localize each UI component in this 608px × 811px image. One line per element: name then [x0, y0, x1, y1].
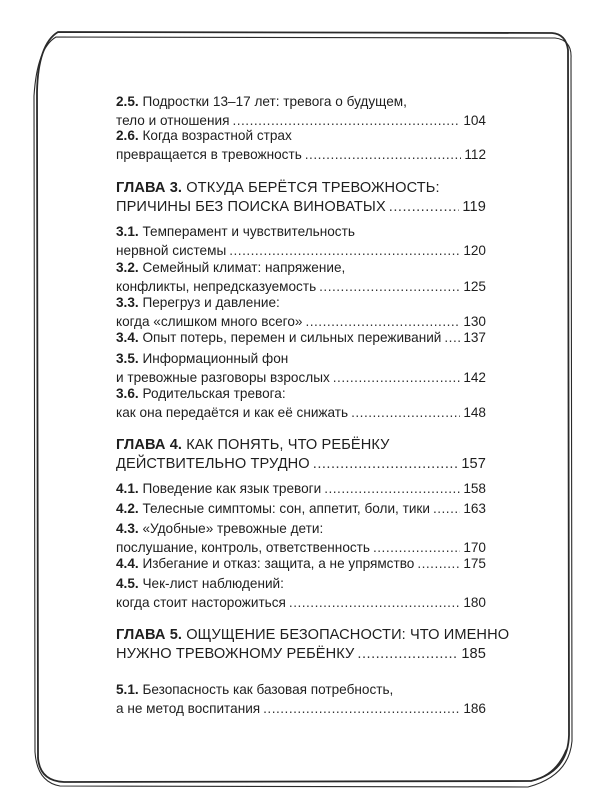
section-title: Когда возрастной страх: [142, 128, 292, 143]
dot-leader: [313, 455, 459, 474]
toc-chapter-5: [116, 626, 510, 664]
dot-leader: [324, 479, 460, 498]
page-number: 148: [463, 405, 486, 420]
section-number: 4.1.: [116, 481, 139, 496]
section-title-cont: и тревожные разговоры взрослых: [116, 370, 330, 385]
section-number: 3.1.: [116, 224, 139, 239]
toc-entry-4-3: [116, 519, 486, 557]
toc-entry-3-5: [116, 349, 486, 387]
page-number: 120: [463, 243, 486, 258]
page-number: 112: [464, 147, 486, 162]
section-title-cont: тело и отношения: [116, 113, 230, 128]
section-title: Телесные симптомы: сон, аппетит, боли, тики: [142, 501, 430, 516]
section-title: Чек-лист наблюдений:: [142, 576, 284, 591]
chapter-title: ОЩУЩЕНИЕ БЕЗОПАСНОСТИ: ЧТО ИМЕННО: [186, 627, 510, 643]
section-title: Семейный климат: напряжение,: [142, 260, 346, 275]
page-number: 158: [463, 481, 486, 496]
dot-leader: [263, 699, 460, 718]
section-number: 4.5.: [116, 576, 139, 591]
toc-entry-3-2: [116, 258, 486, 296]
section-title-cont: послушание, контроль, ответственность: [116, 540, 370, 555]
chapter-title: КАК ПОНЯТЬ, ЧТО РЕБЁНКУ: [186, 437, 390, 453]
toc-chapter-4: [116, 436, 486, 474]
dot-leader: [357, 645, 458, 664]
section-number: 3.4.: [116, 330, 139, 345]
section-title-cont: когда стоит насторожиться: [116, 595, 286, 610]
section-title: Опыт потерь, перемен и сильных переживаний: [142, 330, 442, 345]
section-title-cont: нервной системы: [116, 243, 227, 258]
page-number: 163: [463, 501, 486, 516]
section-number: 2.5.: [116, 94, 139, 109]
section-number: 3.3.: [116, 295, 139, 310]
section-title: Темперамент и чувствительность: [142, 224, 355, 239]
toc-chapter-3: [116, 179, 486, 217]
chapter-number: ГЛАВА 3.: [116, 180, 183, 196]
section-title: Информационный фон: [142, 351, 289, 366]
page-number: 157: [461, 456, 486, 472]
page-number: 180: [463, 595, 486, 610]
section-number: 4.3.: [116, 521, 139, 536]
chapter-title-cont: ДЕЙСТВИТЕЛЬНО ТРУДНО: [116, 456, 310, 472]
section-number: 5.1.: [116, 682, 139, 697]
page-number: 125: [463, 279, 486, 294]
page-number: 130: [463, 314, 486, 329]
page-number: 104: [463, 113, 486, 128]
section-title-cont: превращается в тревожность: [116, 147, 302, 162]
chapter-number: ГЛАВА 4.: [116, 437, 183, 453]
dot-leader: [351, 403, 460, 422]
toc-entry-3-3: [116, 293, 486, 331]
section-number: 3.5.: [116, 351, 139, 366]
section-number: 4.2.: [116, 501, 139, 516]
toc-entry-4-2: [116, 499, 486, 518]
toc-entry-2-5: [116, 92, 486, 130]
dot-leader: [389, 198, 460, 217]
section-title: Подростки 13–17 лет: тревога о будущем,: [142, 94, 407, 109]
toc-entry-4-4: [116, 554, 486, 573]
page-number: 142: [463, 370, 486, 385]
chapter-number: ГЛАВА 5.: [116, 627, 183, 643]
section-title: Поведение как язык тревоги: [142, 481, 322, 496]
section-title-cont: а не метод воспитания: [116, 701, 261, 716]
toc-entry-3-1: [116, 222, 486, 260]
dot-leader: [444, 328, 460, 347]
section-title: Избегание и отказ: защита, а не упрямство: [142, 556, 415, 571]
page-number: 175: [463, 556, 486, 571]
chapter-title: ОТКУДА БЕРЁТСЯ ТРЕВОЖНОСТЬ:: [186, 180, 440, 196]
toc-entry-4-5: [116, 574, 486, 612]
section-title-cont: конфликты, непредсказуемость: [116, 279, 317, 294]
section-number: 4.4.: [116, 556, 139, 571]
page-number: 137: [463, 330, 486, 345]
section-title: Родительская тревога:: [142, 386, 286, 401]
page-number: 170: [463, 540, 486, 555]
toc-entry-3-4: [116, 328, 486, 347]
dot-leader: [417, 554, 460, 573]
section-title: Перегруз и давление:: [142, 295, 280, 310]
page-number: 185: [461, 646, 486, 662]
section-title: Безопасность как базовая потребность,: [142, 682, 394, 697]
page-number: 186: [463, 701, 486, 716]
chapter-title-cont: ПРИЧИНЫ БЕЗ ПОИСКА ВИНОВАТЫХ: [116, 199, 386, 215]
toc-entry-4-1: [116, 479, 486, 498]
section-title-cont: когда «слишком много всего»: [116, 314, 303, 329]
toc-entry-2-6: [116, 126, 486, 164]
toc-entry-3-6: [116, 384, 486, 422]
chapter-title-cont: НУЖНО ТРЕВОЖНОМУ РЕБЁНКУ: [116, 646, 355, 662]
section-title: «Удобные» тревожные дети:: [142, 521, 324, 536]
dot-leader: [289, 593, 460, 612]
toc-entry-5-1: [116, 680, 486, 718]
dot-leader: [433, 499, 460, 518]
section-number: 3.2.: [116, 260, 139, 275]
dot-leader: [305, 145, 462, 164]
section-number: 3.6.: [116, 386, 139, 401]
section-number: 2.6.: [116, 128, 139, 143]
page-number: 119: [462, 199, 486, 215]
section-title-cont: как она передаётся и как её снижать: [116, 405, 349, 420]
